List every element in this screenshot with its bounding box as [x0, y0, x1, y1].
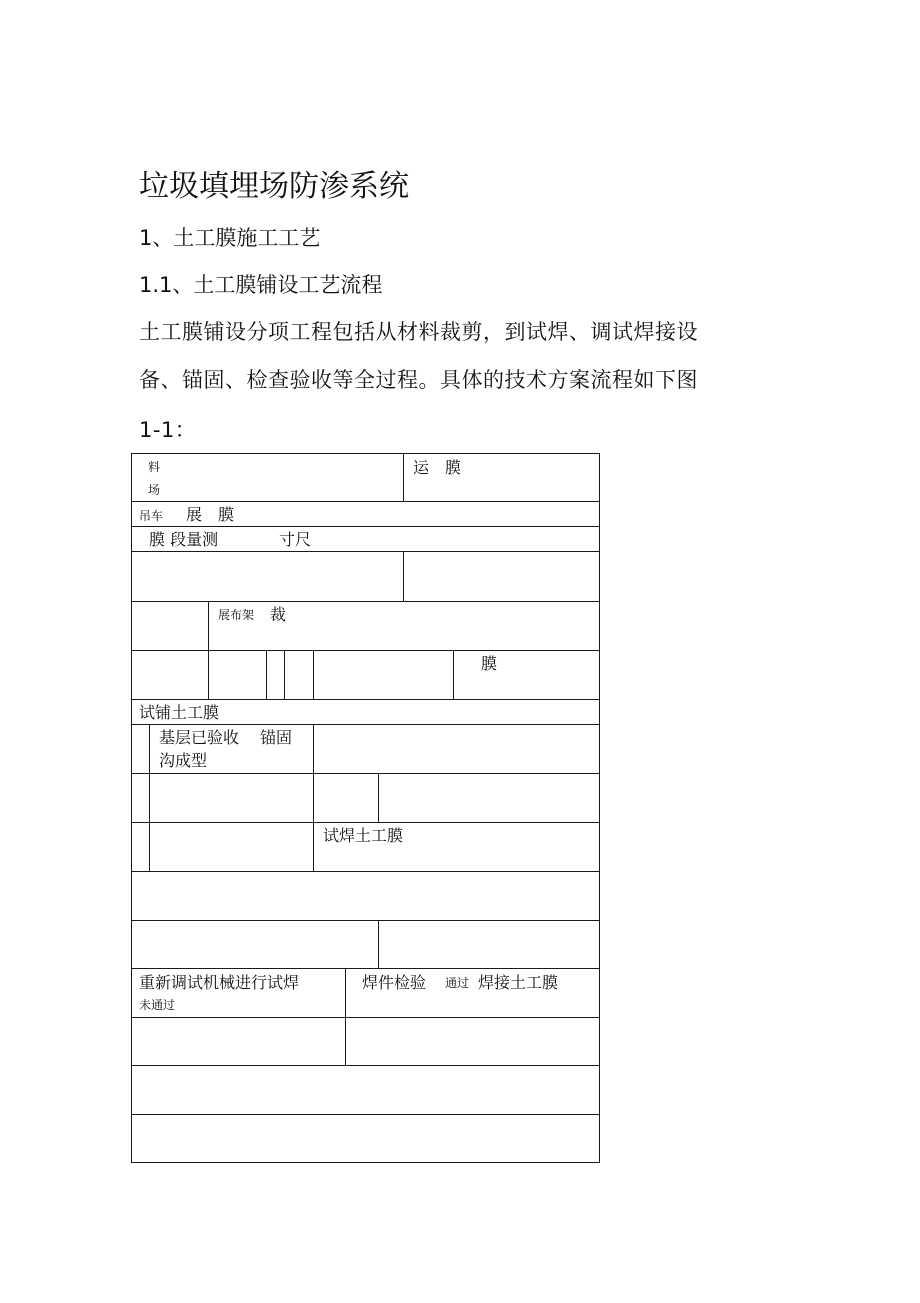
transport-membrane-label: 运 膜 [413, 458, 462, 477]
paragraph-line-2: 备、锚固、检查验收等全过程。具体的技术方案流程如下图 [139, 368, 698, 392]
trial-weld-label: 试焊土工膜 [323, 826, 404, 845]
membrane-label: 膜 [481, 654, 498, 673]
cut-label: 裁 [270, 605, 287, 624]
paragraph-line-3: 1-1： [139, 418, 197, 442]
row-divider [132, 871, 599, 872]
trial-lay-label: 试铺土工膜 [139, 703, 220, 722]
paragraph-line-1: 土工膜铺设分项工程包括从材料裁剪，到试焊、调试焊接设 [139, 320, 698, 344]
row-divider [132, 551, 599, 552]
row-divider [132, 822, 599, 823]
row-divider [132, 968, 599, 969]
column-divider [453, 650, 454, 699]
row-divider [132, 773, 599, 774]
measure-label: 膜 段量测 [149, 530, 219, 549]
row-divider [132, 1065, 599, 1066]
column-divider [378, 920, 379, 968]
column-divider [208, 601, 209, 699]
anchor-label: 锚固 [260, 728, 293, 747]
readjust-machine-label: 重新调试机械进行试焊 [139, 973, 300, 992]
row-divider [132, 699, 599, 700]
column-divider [149, 724, 150, 871]
column-divider [313, 724, 314, 871]
row-divider [132, 526, 599, 527]
material-yard-label-2: 场 [148, 483, 161, 497]
column-divider [403, 551, 404, 601]
column-divider [378, 773, 379, 822]
fabric-frame-label: 展布架 [218, 608, 255, 622]
base-accepted-label: 基层已验收 [159, 728, 240, 747]
unfold-membrane-label: 展 膜 [186, 505, 235, 524]
column-divider [345, 968, 346, 1065]
size-label: 寸尺 [279, 530, 312, 549]
column-divider [313, 650, 314, 699]
subsection-heading: 1.1、土工膜铺设工艺流程 [139, 273, 383, 297]
section-heading: 1、土工膜施工工艺 [139, 226, 321, 250]
weld-membrane-label: 焊接土工膜 [478, 973, 559, 992]
passed-label: 通过 [445, 976, 470, 990]
row-divider [132, 1017, 599, 1018]
weld-inspection-label: 焊件检验 [362, 973, 427, 992]
row-divider [132, 650, 599, 651]
document-title: 垃圾填埋场防渗系统 [139, 169, 409, 204]
column-divider [403, 454, 404, 501]
crane-label: 吊车 [139, 509, 164, 523]
material-yard-label-1: 料 [148, 460, 161, 474]
not-passed-label: 未通过 [139, 998, 176, 1012]
row-divider [132, 724, 599, 725]
row-divider [132, 601, 599, 602]
row-divider [132, 1114, 599, 1115]
process-flowchart [131, 453, 600, 1163]
trench-formed-label: 沟成型 [159, 751, 208, 770]
row-divider [132, 501, 599, 502]
column-divider [266, 650, 267, 699]
row-divider [132, 920, 599, 921]
column-divider [284, 650, 285, 699]
